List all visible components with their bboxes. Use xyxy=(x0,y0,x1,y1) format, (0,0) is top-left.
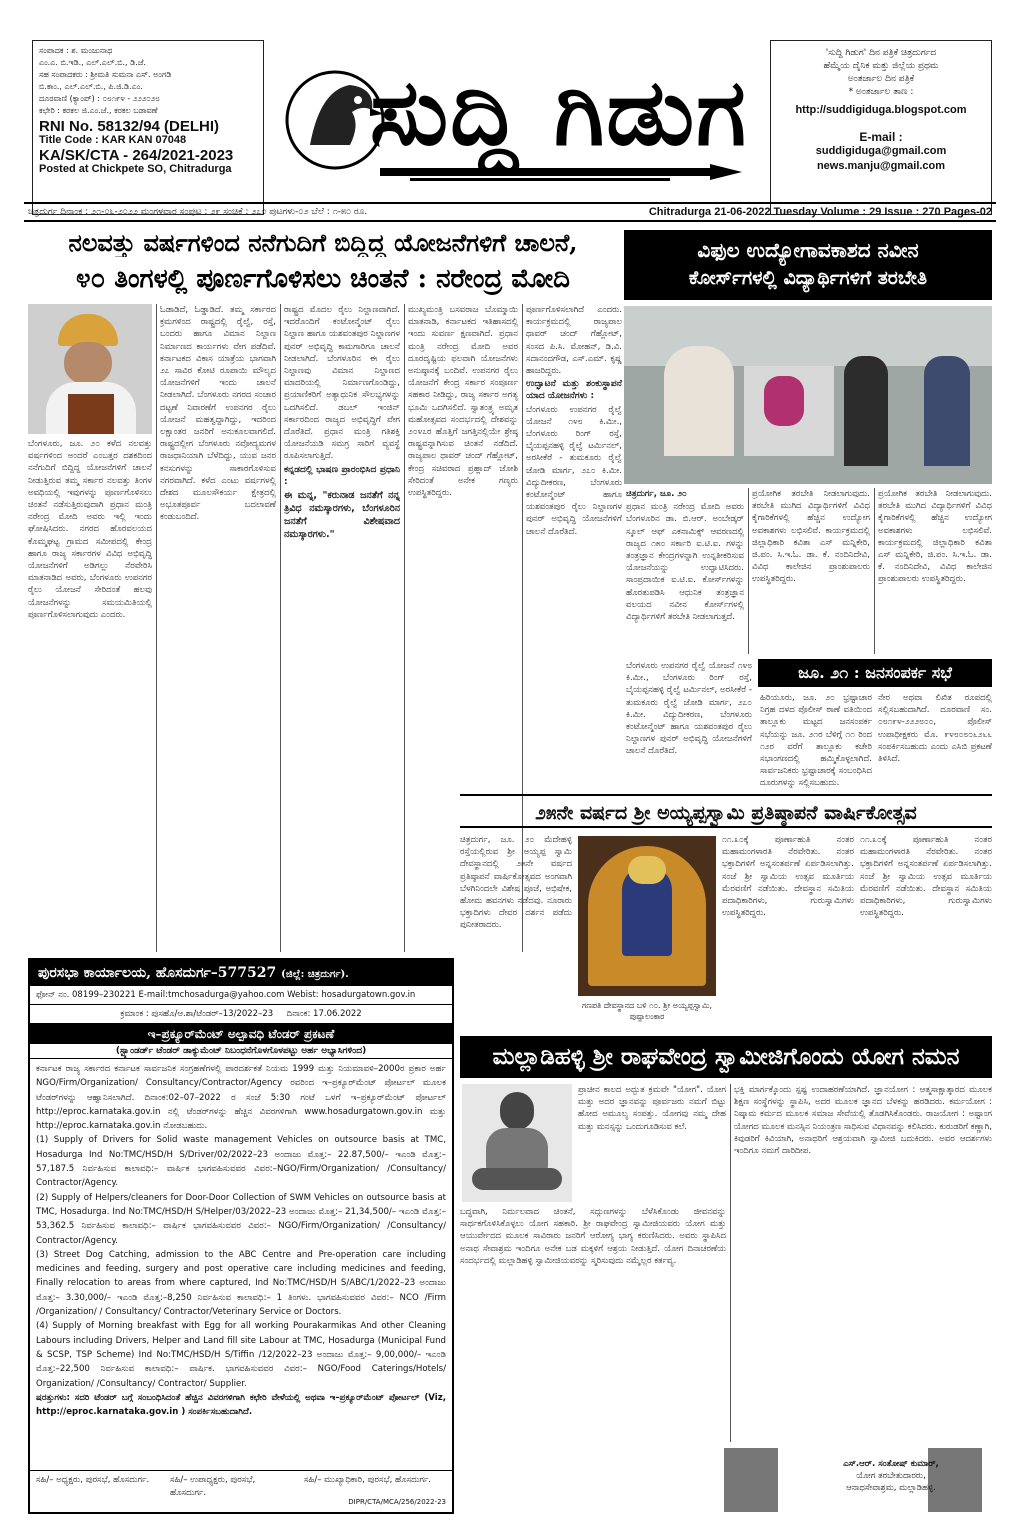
lead-headline-1: ನಲವತ್ತು ವರ್ಷಗಳಿಂದ ನನೆಗುದಿಗೆ ಬಿದ್ದಿದ್ದ ಯೋಜನೆಗಳಿಗೆ ಚಾಲನೆ, xyxy=(68,228,578,257)
newspaper-logo xyxy=(280,50,750,200)
yoga-author xyxy=(796,1458,986,1494)
masthead xyxy=(24,40,996,215)
tender-office-district: (ಜಿಲ್ಲೆ: ಚಿತ್ರದುರ್ಗ). xyxy=(281,969,349,980)
skills-caption: ಚಿತ್ರದುರ್ಗ, ಜೂ. ೨೦ xyxy=(626,489,687,499)
author-name: ಎಸ್.ಆರ್. ಸಂತೋಷ್ ಕುಮಾರ್, xyxy=(843,1459,939,1469)
tender-closing: ಷರತ್ತುಗಳು: ಸದರಿ ಟೆಂಡರ್ ಬಗ್ಗೆ ಸಂಬಂಧಿಸಿದಂತೆ ಹೆಚ್ಚಿನ ವಿವರಗಳಿಗಾಗಿ ಕಛೇರಿ ವೇಳೆಯಲ್ಲಿ ಅಥವಾ ಇ–ಪ್ರಕ್ಯೂರ್‌ಮೆಂಟ್ ಪೋರ್ಟಲ್ (Viz, http://eproc.karnataka.gov.in ) ಸಂಪರ್ಕಿಸಬಹುದಾಗಿದೆ. xyxy=(36,1392,446,1418)
ayyappa-photo xyxy=(578,836,716,996)
lead-headline-2: ೪೦ ತಿಂಗಳಲ್ಲಿ ಪೂರ್ಣಗೊಳಿಸಲು ಚಿಂತನೆ : ನರೇಂದ್ರ ಮೋದಿ xyxy=(76,264,570,294)
skills-column-2 xyxy=(626,488,744,654)
editor-qual-line: ಎಂ.ಎ. ಬಿ.ಇಡಿ., ಎಲ್.ಎಲ್.ಬಿ., ಡಿ.ಜೆ. xyxy=(39,58,146,67)
janasampark-headline: ಜೂ. ೨೧ : ಜನಸಂಪರ್ಕ ಸಭೆ xyxy=(758,659,992,687)
logo-title: ಸುದ್ದಿ ಗಿಡುಗ xyxy=(370,58,748,166)
co-editor-line: ಸಹ ಸಂಪಾದಕರು : ಶ್ರೀಮತಿ ಸುಮನಾ ಎಸ್. ಅಂಗಡಿ xyxy=(39,70,172,79)
skills-headline-1: ವಿಫುಲ ಉದ್ಯೋಗಾವಕಾಶದ ನವೀನ xyxy=(697,238,919,262)
tender-item-2: (2) Supply of Helpers/cleaners for Door-Door Collection of SWM Vehicles on outsource basis at TMC, Hosadurga. Ind No:TMC/HSD/H S/Helper/03/2022–23 ಅಂದಾಜು ಮೊತ್ತ:– 21,34,500/– ಇಎಂಡಿ ಮೊತ್ತ:–53,362.5 ನಿರ್ವಹಿಸುವ ಕಾಲಾವಧಿ:– ವಾರ್ಷಿಕ ಭಾಗವಹಿಸುವವರ ವಿವರ:– NGO/Firm/Organization/ /Consultancy/ Contractor/Agency. xyxy=(36,1192,446,1246)
tender-signatures xyxy=(30,1470,452,1512)
postal-reg: KA/SK/CTA - 264/2021-2023 xyxy=(39,147,234,164)
column-rule xyxy=(748,488,749,654)
skills-column-4: ಪ್ರಯೋಗಿಕ ತರಬೇತಿ ನೀಡಲಾಗುವುದು. ತರಬೇತಿ ಮುಗಿದ ವಿದ್ಯಾರ್ಥಿಗಳಿಗೆ ವಿವಿಧ ಕೈಗಾರಿಕೆಗಳಲ್ಲಿ ಹೆಚ್ಚಿನ ಉದ್ಯೋಗ ಅವಕಾಶಗಳು ಲಭಿಸಲಿವೆ. ಕಾರ್ಯಕ್ರಮದಲ್ಲಿ ಜಿಲ್ಲಾಧಿಕಾರಿ ಕವಿತಾ ಎಸ್ ಮನ್ನಿಕೇರಿ, ಜಿ.ಪಂ. ಸಿ.ಇ.ಓ. ಡಾ. ಕೆ. ನಂದಿನಿದೇವಿ, ವಿವಿಧ ಕಾಲೇಜಿನ ಪ್ರಾಂಶುಪಾಲರು ಉಪಸ್ಥಿತರಿದ್ದರು. xyxy=(878,489,992,585)
tagline-1: 'ಸುದ್ದಿ ಗಿಡುಗ' ದಿನ ಪತ್ರಿಕೆ ಚಿತ್ರದುರ್ಗದ xyxy=(825,48,937,58)
email-2[interactable]: news.manju@gmail.com xyxy=(816,160,946,172)
editor-box xyxy=(32,40,264,215)
column-rule xyxy=(280,304,281,952)
tender-intro: ಕರ್ನಾಟಕ ರಾಜ್ಯ ಸರ್ಕಾರದ ಕರ್ನಾಟಕ ಸಾರ್ವಜನಿಕ ಸಂಗ್ರಹಣೆಗಳಲ್ಲಿ ಪಾರದರ್ಶಕತೆ ನಿಯಮ 1999 ಮತ್ತು ನಿಯಮಾವಳಿ–2000ರ ಪ್ರಕಾರ ಅರ್ಹ NGO/Firm/Organization/ Consultancy/Contractor/Agency ರವರಿಂದ ಇ–ಪ್ರಕ್ಯೂರ್‌ಮೆಂಟ್ ಪೋರ್ಟಲ್ ಮೂಲಕ ಟೆಂಡರ್‌ಗಳನ್ನು ಆಹ್ವಾನಿಸಲಾಗಿದೆ. ದಿನಾಂಕ:02–07–2022 ರ ಸಂಜೆ 5:30 ಗಂಟೆ ಒಳಗೆ ಇ–ಪ್ರಕ್ಯೂರ್‌ಮೆಂಟ್ ಪೋರ್ಟಲ್ http://eproc.karnataka.gov.in ನಲ್ಲಿ ಟೆಂಡರ್‌ಗಳನ್ನು ಹೆಚ್ಚಿನ ವಿವರಗಳಿಗಾಗಿ www.hosadurgatown.gov.in ಮತ್ತು http://eproc.karnataka.gov.in ನೋಡಬಹುದು. xyxy=(36,1064,446,1132)
yoga-headline: ಮಲ್ಲಾಡಿಹಳ್ಳಿ ಶ್ರೀ ರಾಘವೇಂದ್ರ ಸ್ವಾಮೀಜಿಗೊಂದು ಯೋಗ ನಮನ xyxy=(460,1036,992,1078)
phone-line: ದೂರವಾಣಿ (ಕ್ಯಾಂಪ್) : ೦೮೧೯೪ - ೨೨೨೦೨೮ xyxy=(39,94,160,103)
skills-column-1-text: ಪೂರ್ಣಗೊಳಿಸಲಾಗಿದೆ ಎಂದರು. ಕಾರ್ಯಕ್ರಮದಲ್ಲಿ ರಾಜ್ಯಪಾಲ ಥಾವರ್ ಚಂದ್ ಗೆಹ್ಲೋಟ್, ಸಂಸದ ಪಿ.ಸಿ. ಮೋಹನ್, ಡಿ.ವಿ. ಸದಾನಂದಗೌಡ, ಎಸ್.ಎಮ್. ಕೃಷ್ಣ ಹಾಜರಿದ್ದರು. xyxy=(526,305,622,377)
tender-body xyxy=(30,1059,452,1447)
yoga-column-1: ಬದ್ಧವಾಗಿ, ನಿರ್ಮಲವಾದ ಚಿಂತನೆ, ಸದ್ಗುಣಗಳನ್ನು ಬೆಳೆಸಿಕೊಂಡು ಜೀವನವನ್ನು ಸಾರ್ಥಕಗೊಳಿಸಿಕೊಳ್ಳಲು ಯೋಗ ಸಹಕಾರಿ. ಶ್ರೀ ರಾಘವೇಂದ್ರ ಸ್ವಾಮೀಜಿಯವರು ಯೋಗ ಮತ್ತು ಆಯುರ್ವೇದದ ಮೂಲಕ ಸಾವಿರಾರು ಜನರಿಗೆ ಆರೋಗ್ಯ ಭಾಗ್ಯ ಕರುಣಿಸಿದರು. ಅವರು ಸ್ಥಾಪಿಸಿದ ಅನಾಥ ಸೇವಾಶ್ರಮ ಇಂದಿಗೂ ಅನೇಕ ಬಡ ಮಕ್ಕಳಿಗೆ ಆಶ್ರಯ ನೀಡುತ್ತಿದೆ. ಯೋಗ ದಿನಾಚರಣೆಯ ಸಂದರ್ಭದಲ್ಲಿ ಮಲ್ಲಾಡಿಹಳ್ಳಿ ಸ್ವಾಮೀಜಿಯವರನ್ನು ಸ್ಮರಿಸುವುದು ನಮ್ಮೆಲ್ಲರ ಕರ್ತವ್ಯ. xyxy=(460,1207,726,1266)
janasampark-column-1: ಹಿರಿಯೂರು, ಜೂ. ೨೦ ಭ್ರಷ್ಟಾಚಾರ ನಿಗ್ರಹ ದಳದ ಪೊಲೀಸ್ ಠಾಣೆ ವತಿಯಿಂದ ತಾಲ್ಲೂಕು ಮಟ್ಟದ ಜನಸಂಪರ್ಕ ಸಭೆಯನ್ನು ಜೂ. ೨೧ರ ಬೆಳಿಗ್ಗೆ ೧೧ ರಿಂದ ೧೨ರ ವರೆಗೆ ತಾಲ್ಲೂಕು ಕಚೇರಿ ಸಭಾಂಗಣದಲ್ಲಿ ಹಮ್ಮಿಕೊಳ್ಳಲಾಗಿದೆ. ಸಾರ್ವಜನಿಕರು ಭ್ರಷ್ಟಾಚಾರಕ್ಕೆ ಸಂಬಂಧಿಸಿದ ದೂರುಗಳನ್ನು ಸಲ್ಲಿಸಬಹುದು. xyxy=(760,693,872,789)
lead-column-3-text: ರಾಷ್ಟ್ರದ ಮೊದಲ ರೈಲು ನಿಲ್ದಾಣವಾಗಿದೆ. ಇದರೊಂದಿಗೆ ಕಂಟೋನ್ಮೆಂಟ್ ರೈಲು ನಿಲ್ದಾಣ ಹಾಗೂ ಯಶವಂತಪುರ ನಿಲ್ದಾಣಗಳ ಪುನರ್ ಅಭಿವೃದ್ಧಿ ಕಾಮಗಾರಿಗೂ ಚಾಲನೆ ನೀಡಲಾಗಿದೆ. ಬೆಂಗಳೂರಿನ ಈ ರೈಲು ನಿಲ್ದಾಣವು ವಿಮಾನ ನಿಲ್ದಾಣದ ಮಾದರಿಯಲ್ಲಿ ನಿರ್ಮಾಣಗೊಂಡಿದ್ದು, ಪ್ರಯಾಣಿಕರಿಗೆ ಅತ್ಯಾಧುನಿಕ ಸೌಲಭ್ಯಗಳನ್ನು ಒದಗಿಸಲಿದೆ. ಡಬಲ್ ಇಂಜಿನ್ ಸರ್ಕಾರದಿಂದ ರಾಜ್ಯದ ಅಭಿವೃದ್ಧಿಗೆ ವೇಗ ದೊರೆತಿದೆ. ಪ್ರಧಾನ ಮಂತ್ರಿ ಗತಿಶಕ್ತಿ ಯೋಜನೆಯಡಿ ಸಮಗ್ರ ಸಾರಿಗೆ ವ್ಯವಸ್ಥೆ ರೂಪಿಸಲಾಗುತ್ತಿದೆ. xyxy=(284,305,400,462)
column-rule xyxy=(874,488,875,654)
tender-item-4: (4) Supply of Morning breakfast with Egg for all working Pourakarmikas And other Cleaning Labours including Drivers, Helper and Land fill site Labour at TMC, Hosadurga (Municipal Fund & SCSP, TSP Scheme) Ind No:TMC/HSD/H S/Tiffin /12/2022–23 ಅಂದಾಜು ಮೊತ್ತ:– 9,00,000/– ಇಎಂಡಿ ಮೊತ್ತ:–22,500 ನಿರ್ವಹಿಸುವ ಕಾಲಾವಧಿ:– ವಾರ್ಷಿಕ. ಭಾಗವಹಿಸುವವರ ವಿವರ:– NGO/Food Caterings/Hotels/ Organization/ /Consultancy/ Contractor/ Supplier. xyxy=(36,1321,446,1389)
skills-headline-box xyxy=(624,230,992,300)
tender-sign-vice: ಸಹಿ/– ಉಪಾಧ್ಯಕ್ಷರು, ಪುರಸಭೆ, ಹೊಸದುರ್ಗ. xyxy=(170,1475,256,1498)
editor-line: ಸಂಪಾದಕ : ಶ. ಮಂಜುನಾಥ xyxy=(39,46,113,55)
ayyappa-column-1: ಚಿತ್ರದುರ್ಗ, ಜೂ. ೨೦ ಮೆದೇಹಳ್ಳಿ ರಸ್ತೆಯಲ್ಲಿರುವ ಶ್ರೀ ಅಯ್ಯಪ್ಪ ಸ್ವಾಮಿ ದೇವಸ್ಥಾನದಲ್ಲಿ ೨೫ನೇ ವರ್ಷದ ಪ್ರತಿಷ್ಠಾಪನೆ ವಾರ್ಷಿಕೋತ್ಸವದ ಅಂಗವಾಗಿ ಬೆಳಗಿನಿಂದಲೇ ವಿಶೇಷ ಪೂಜೆ, ಅಭಿಷೇಕ, ಹೋಮ ಹವನಗಳು ನಡೆದವು. ನೂರಾರು ಭಕ್ತಾದಿಗಳು ದೇವರ ದರ್ಶನ ಪಡೆದು ಪುನೀತರಾದರು. xyxy=(460,835,572,931)
tender-ref-row xyxy=(30,1005,452,1024)
tender-dipr: DIPR/CTA/MCA/256/2022-23 xyxy=(348,1498,446,1506)
skills-column-3: ಪ್ರಯೋಗಿಕ ತರಬೇತಿ ನೀಡಲಾಗುವುದು. ತರಬೇತಿ ಮುಗಿದ ವಿದ್ಯಾರ್ಥಿಗಳಿಗೆ ವಿವಿಧ ಕೈಗಾರಿಕೆಗಳಲ್ಲಿ ಹೆಚ್ಚಿನ ಉದ್ಯೋಗ ಅವಕಾಶಗಳು ಲಭಿಸಲಿವೆ. ಕಾರ್ಯಕ್ರಮದಲ್ಲಿ ಜಿಲ್ಲಾಧಿಕಾರಿ ಕವಿತಾ ಎಸ್ ಮನ್ನಿಕೇರಿ, ಜಿ.ಪಂ. ಸಿ.ಇ.ಓ. ಡಾ. ಕೆ. ನಂದಿನಿದೇವಿ, ವಿವಿಧ ಕಾಲೇಜಿನ ಪ್ರಾಂಶುಪಾಲರು ಉಪಸ್ಥಿತರಿದ್ದರು. xyxy=(752,489,870,585)
swamiji-photo xyxy=(462,1084,572,1202)
lead-column-4: ಮುಖ್ಯಮಂತ್ರಿ ಬಸವರಾಜ ಬೊಮ್ಮಾಯಿ ಮಾತನಾಡಿ, ಕರ್ನಾಟಕದ ಇತಿಹಾಸದಲ್ಲಿ ಇಂದು ಸುವರ್ಣ ಕ್ಷಣವಾಗಿದೆ. ಪ್ರಧಾನ ಮಂತ್ರಿ ನರೇಂದ್ರ ಮೋದಿ ಅವರ ದೂರದೃಷ್ಟಿಯ ಫಲವಾಗಿ ಯೋಜನೆಗಳು ಅನುಷ್ಠಾನಕ್ಕೆ ಬಂದಿವೆ. ಉಪನಗರ ರೈಲು ಯೋಜನೆಗೆ ಕೇಂದ್ರ ಸರ್ಕಾರ ಸಂಪೂರ್ಣ ಸಹಕಾರ ನೀಡಿದ್ದು, ರಾಜ್ಯ ಸರ್ಕಾರ ಅಗತ್ಯ ಭೂಮಿ ಒದಗಿಸಲಿದೆ. ಸ್ವಾತಂತ್ರ್ಯ ಅಮೃತ ಮಹೋತ್ಸವದ ಸಂದರ್ಭದಲ್ಲಿ ದೇಶವನ್ನು ೨೦೪೭ರ ಹೊತ್ತಿಗೆ ಜಗತ್ತಿನಲ್ಲಿಯೇ ಶ್ರೇಷ್ಠ ರಾಷ್ಟ್ರವನ್ನಾಗಿಸುವ ಚಿಂತನೆ ನಡೆದಿದೆ. ರಾಜ್ಯಪಾಲ ಥಾವರ್ ಚಂದ್ ಗೆಹ್ಲೋಟ್, ಕೇಂದ್ರ ಸಚಿವರಾದ ಪ್ರಹ್ಲಾದ್ ಜೋಶಿ ಸೇರಿದಂತೆ ಅನೇಕ ಗಣ್ಯರು ಉಪಸ್ಥಿತರಿದ್ದರು. xyxy=(408,305,518,499)
rni-number: RNI No. 58132/94 (DELHI) xyxy=(39,118,220,135)
ayyappa-headline: ೨೫ನೇ ವರ್ಷದ ಶ್ರೀ ಅಯ್ಯಪ್ಪಸ್ವಾಮಿ ಪ್ರತಿಷ್ಠಾಪನೆ ವಾರ್ಷಿಕೋತ್ಸವ xyxy=(460,794,992,828)
office-line: ಕಛೇರಿ : ಕರಕಲ ಜಿ.ಎಂ.ಜೆ., ಕರಕಲ ಬಡಾವಣೆ xyxy=(39,106,158,115)
ayyappa-column-2: ೧೧.೩೦ಕ್ಕೆ ಪೂರ್ಣಾಹುತಿ ನಂತರ ಮಹಾಮಂಗಳಾರತಿ ನೆರವೇರಿತು. ನಂತರ ಭಕ್ತಾದಿಗಳಿಗೆ ಅನ್ನಸಂತರ್ಪಣೆ ಏರ್ಪಡಿಸಲಾಗಿತ್ತು. ಸಂಜೆ ಶ್ರೀ ಸ್ವಾಮಿಯ ಉತ್ಸವ ಮೂರ್ತಿಯ ಮೆರವಣಿಗೆ ನಡೆಯಿತು. ದೇವಸ್ಥಾನ ಸಮಿತಿಯ ಪದಾಧಿಕಾರಿಗಳು, ಗುರುಸ್ವಾಮಿಗಳು ಉಪಸ್ಥಿತರಿದ್ದರು. xyxy=(722,835,854,919)
website-url[interactable]: http://suddigiduga.blogspot.com xyxy=(795,104,967,116)
title-code: Title Code : KAR KAN 07048 xyxy=(39,134,187,146)
tender-office xyxy=(30,960,452,986)
tagline-3: ಅಂತರ್ಜಾಲ ದಿನ ಪತ್ರಿಕೆ xyxy=(847,74,915,84)
contact-box xyxy=(770,40,992,215)
iti-inauguration-photo xyxy=(624,306,992,484)
lead-column-2: ಓಡಾಡಿದೆ, ಓಡ್ಡಾಡಿದೆ. ತಮ್ಮ ಸರ್ಕಾರದ ಕ್ರಮಗಳಿಂದ ರಾಷ್ಟ್ರದಲ್ಲಿ ರೈಲ್ವೆ, ರಸ್ತೆ, ಬಂದರು ಹಾಗೂ ವಿಮಾನ ನಿಲ್ದಾಣ ನಿರ್ಮಾಣದ ಕಾರ್ಯಗಳು ವೇಗ ಪಡೆದಿವೆ. ಕರ್ನಾಟಕದ ವಿಕಾಸ ಯಾತ್ರೆಯ ಭಾಗವಾಗಿ ೨೭ ಸಾವಿರ ಕೋಟಿ ರೂಪಾಯಿ ಮೌಲ್ಯದ ಯೋಜನೆಗಳಿಗೆ ಇಂದು ಚಾಲನೆ ನೀಡಲಾಗಿದೆ. ಬೆಂಗಳೂರು ನಗರದ ಸಂಚಾರ ದಟ್ಟಣೆ ನಿವಾರಣೆಗೆ ಉಪನಗರ ರೈಲು ಯೋಜನೆ ಮಹತ್ವದ್ದಾಗಿದ್ದು, ಇದರಿಂದ ಲಕ್ಷಾಂತರ ಜನರಿಗೆ ಅನುಕೂಲವಾಗಲಿದೆ. ರಾಷ್ಟ್ರದಲ್ಲೀಗ ಬೆಂಗಳೂರು ನವೋದ್ಯಮಗಳ ರಾಜಧಾನಿಯಾಗಿ ಬೆಳೆದಿದ್ದು, ಯುವ ಜನರ ಕನಸುಗಳನ್ನು ಸಾಕಾರಗೊಳಿಸುವ ನಗರವಾಗಿದೆ. ಕಳೆದ ಎಂಟು ವರ್ಷಗಳಲ್ಲಿ ದೇಶದ ಮೂಲಸೌಕರ್ಯ ಕ್ಷೇತ್ರದಲ್ಲಿ ಅಭೂತಪೂರ್ವ ಬದಲಾವಣೆ ಕಂಡುಬಂದಿದೆ. xyxy=(160,305,276,523)
column-rule xyxy=(404,304,405,952)
dateline-kannada: ಚಿತ್ರದುರ್ಗ ದಿನಾಂಕ : ೨೧-೦೬-೨೦೨೨ ಮಂಗಳವಾರ ಸಂಪುಟ : ೨೯ ಸಂಚಿಕೆ : ೨೭೦ ಪುಟಗಳು-೦೨ ಬೆಲೆ : ೧-೫೦ ರೂ. xyxy=(28,207,368,217)
tender-sign-president: ಸಹಿ/– ಅಧ್ಯಕ್ಷರು, ಪುರಸಭೆ, ಹೊಸದುರ್ಗ. xyxy=(36,1475,150,1485)
author-role: ಯೋಗ ತರಬೇತುದಾರರು, xyxy=(856,1471,926,1481)
tender-item-1: (1) Supply of Drivers for Solid waste management Vehicles on outsource basis at TMC, Hosadurga Ind No:TMC/HSD/H S/Driver/02/2022–23 ಅಂದಾಜು ಮೊತ್ತ:– 22.87,500/– ಇಎಂಡಿ ಮೊತ್ತ:–57,187.5 ನಿರ್ವಹಿಸುವ ಕಾಲಾವಧಿ:– ವಾರ್ಷಿಕ ಭಾಗವಹಿಸುವವರ ವಿವರ:–NGO/Firm/Organization/ /Consultancy/ Contractor/Agency. xyxy=(36,1135,446,1189)
tender-item-3: (3) Street Dog Catching, admission to the ABC Centre and Pre-operation care including medicines and feeding, surgery and post operative care including medicines and feeding, Finally relocation to areas from where captured, Ind No:TMC/HSD/H S/ABC/1/2022–23 ಅಂದಾಜು ಮೊತ್ತ:– 3.30,000/– ಇಎಂಡಿ ಮೊತ್ತ:–8,250 ನಿರ್ವಹಿಸುವ ಕಾಲಾವಧಿ:– 1 ತಿಂಗಳು. ಭಾಗವಹಿಸುವವರ ವಿವರ:– NCO /Firm /Organization/ / Consultancy/ Contractor/Veterinary Service or Doctors. xyxy=(36,1249,446,1318)
tender-notice xyxy=(28,958,454,1514)
newspaper-page xyxy=(24,24,996,1514)
yoga-column-1-top: ಪ್ರಾಚೀನ ಕಾಲದ ಅದ್ಭುತ ಕ್ರಮವೇ "ಯೋಗ". ಯೋಗ ಮತ್ತು ಅದರ ಜ್ಞಾನವನ್ನು ಪೂರ್ವಜರು ನಮಗೆ ಬಿಟ್ಟು ಹೋದ ಅಮೂಲ್ಯ ಸಂಪತ್ತು. ಯೋಗವು ನಮ್ಮ ದೇಹ ಮತ್ತು ಮನಸ್ಸನ್ನು ಒಂದುಗೂಡಿಸುವ ಕಲೆ. xyxy=(578,1085,726,1132)
tender-sign-officer: ಸಹಿ/– ಮುಖ್ಯಾಧಿಕಾರಿ, ಪುರಸಭೆ, ಹೊಸದುರ್ಗ. xyxy=(304,1475,432,1485)
column-rule xyxy=(156,304,157,952)
tender-office-name: ಪುರಸಭಾ ಕಾರ್ಯಾಲಯ, ಹೊಸದುರ್ಗ–577527 xyxy=(38,965,277,981)
author-place: ಆನಾಥಸೇವಾಶ್ರಮ, ಮಲ್ಲಾಡಿಹಳ್ಳಿ. xyxy=(846,1483,936,1493)
dateline-english: Chitradurga 21-06-2022 Tuesday Volume : 29 Issue : 270 Pages-02 xyxy=(648,206,992,218)
tender-contact: ಫೋನ್ ನಂ. 08199–230221 E-mail:tmchosadurga@yahoo.com Webist: hosadurgatown.gov.in xyxy=(30,986,452,1005)
co-editor-qual-line: ಬಿ.ಕಾಂ., ಎಲ್.ಎಲ್.ಬಿ., ಪಿ.ಜಿ.ಡಿ.ಎಂ. xyxy=(39,82,143,91)
skills-column-1-subhead: ಉದ್ಘಾಟನೆ ಮತ್ತು ಶಂಕುಸ್ಥಾಪನೆ ಯಾದ ಯೋಜನೆಗಳು : xyxy=(526,379,622,402)
lead-column-1: ಬೆಂಗಳೂರು, ಜೂ. ೨೦ ಕಳೆದ ನಲವತ್ತು ವರ್ಷಗಳಿಂದ ಅಂದರೆ ಎಂಬತ್ತರ ದಶಕದಿಂದ ನನೆಗುದಿಗೆ ಬಿದ್ದಿದ್ದ ಯೋಜನೆಗಳಿಗೆ ಚಾಲನೆ ನೀಡುತ್ತಿರುವ ತಮ್ಮ ಸರ್ಕಾರ ನಲವತ್ತು ತಿಂಗಳ ಅವಧಿಯಲ್ಲಿ ಇವುಗಳನ್ನು ಪೂರ್ಣಗೊಳಿಸಲು ಚಿಂತನೆ ನಡೆಸುತ್ತಿರುವುದಾಗಿ ಪ್ರಧಾನ ಮಂತ್ರಿ ನರೇಂದ್ರ ಮೋದಿ ಅವರು ಇಲ್ಲಿ ಇಂದು ಘೋಷಿಸಿದರು. ನಗರದ ಹೊರವಲಯದ ಕೊಮ್ಮಘಟ್ಟ ಗ್ರಾಮದ ಸಮೀಪದಲ್ಲಿ ಕೇಂದ್ರ ಹಾಗೂ ರಾಜ್ಯ ಸರ್ಕಾರಗಳ ವಿವಿಧ ಅಭಿವೃದ್ಧಿ ಯೋಜನೆಗಳಿಗೆ ಅಡಿಗಲ್ಲು ನೆರವೇರಿಸಿ ಮಾತನಾಡಿದ ಅವರು, ಬೆಂಗಳೂರು ಉಪನಗರ ರೈಲು ಯೋಜನೆ ಸೇರಿದಂತೆ ಹಲವು ಯೋಜನೆಗಳನ್ನು ಸಮಯಮಿತಿಯಲ್ಲಿ ಪೂರ್ಣಗೊಳಿಸಲಾಗುವುದು ಎಂದರು. xyxy=(28,439,152,620)
janasampark-column-2: ನೇರ ಅಥವಾ ಲಿಖಿತ ರೂಪದಲ್ಲಿ ಸಲ್ಲಿಸಬಹುದಾಗಿದೆ. ದೂರವಾಣಿ ಸಂ. ೦೮೧೯೪-೨೨೨೮೦೦, ಪೊಲೀಸ್ ಉಪಾಧೀಕ್ಷಕರು ಮೊ. ೯೪೮೦೮೦೬೨೬೬ ಸಂಪರ್ಕಿಸಬಹುದು ಎಂದು ಎಸಿಬಿ ಪ್ರಕಟಣೆ ತಿಳಿಸಿದೆ. xyxy=(878,693,992,765)
email-label: E-mail : xyxy=(859,130,903,144)
yoga-pose-image xyxy=(724,1448,778,1512)
tender-ref: ಕ್ರಮಾಂಕ : ಪುಸಹೊ/ಆ.ಶಾ/ಟೆಂಡರ್–13/2022–23 xyxy=(120,1009,274,1019)
ayyappa-caption: ಗಣಪತಿ ದೇವಸ್ಥಾನದ ಬಳಿ ೧೦. ಶ್ರೀ ಅಯ್ಯಪ್ಪಸ್ವಾಮಿ, ಪುಷ್ಪಾಲಂಕಾರ xyxy=(581,1001,713,1021)
column-rule xyxy=(730,1084,731,1442)
tagline-2: ಹೆಮ್ಮೆಯ ದೈನಿಕ ಮತ್ತು ಜಿಲ್ಲೆಯ ಪ್ರಥಮ xyxy=(823,61,939,71)
website-label: * ಅಂತರ್ಜಾಲ ತಾಣ : xyxy=(848,87,914,97)
tender-date: ದಿನಾಂಕ: 17.06.2022 xyxy=(286,1009,362,1019)
skills-column-1 xyxy=(526,304,622,604)
ayyappa-column-3: ೧೧.೩೦ಕ್ಕೆ ಪೂರ್ಣಾಹುತಿ ನಂತರ ಮಹಾಮಂಗಳಾರತಿ ನೆರವೇರಿತು. ನಂತರ ಭಕ್ತಾದಿಗಳಿಗೆ ಅನ್ನಸಂತರ್ಪಣೆ ಏರ್ಪಡಿಸಲಾಗಿತ್ತು. ಸಂಜೆ ಶ್ರೀ ಸ್ವಾಮಿಯ ಉತ್ಸವ ಮೂರ್ತಿಯ ಮೆರವಣಿಗೆ ನಡೆಯಿತು. ದೇವಸ್ಥಾನ ಸಮಿತಿಯ ಪದಾಧಿಕಾರಿಗಳು, ಗುರುಸ್ವಾಮಿಗಳು ಉಪಸ್ಥಿತರಿದ್ದರು. xyxy=(860,835,992,919)
skills-headline-2: ಕೋರ್ಸ್‌ಗಳಲ್ಲಿ ವಿದ್ಯಾರ್ಥಿಗಳಿಗೆ ತರಬೇತಿ xyxy=(688,267,928,289)
tender-title: ಇ–ಪ್ರಕ್ಯೂರ್‌ಮೆಂಟ್ ಅಲ್ಪಾವಧಿ ಟೆಂಡರ್ ಪ್ರಕಟಣೆ xyxy=(30,1024,452,1044)
skills-column-2-text: ಪ್ರಧಾನ ಮಂತ್ರಿ ನರೇಂದ್ರ ಮೋದಿ ಅವರು ಬೆಂಗಳೂರಿನ ಡಾ. ಬಿ.ಆರ್. ಅಂಬೇಡ್ಕರ್ ಸ್ಕೂಲ್ ಆಫ್ ಎಕನಾಮಿಕ್ಸ್ ಆವರಣದಲ್ಲಿ ರಾಜ್ಯದ ೧೫೦ ಸರ್ಕಾರಿ ಐ.ಟಿ.ಐ. ಗಳನ್ನು ತಂತ್ರಜ್ಞಾನ ಕೇಂದ್ರಗಳನ್ನಾಗಿ ಉನ್ನತೀಕರಿಸುವ ಯೋಜನೆಯನ್ನು ಉದ್ಘಾಟಿಸಿದರು. ಸಾಂಪ್ರದಾಯಿಕ ಐ.ಟಿ.ಐ. ಕೋರ್ಸ್‌ಗಳನ್ನು ಹೊರತುಪಡಿಸಿ ಆಧುನಿಕ ತಂತ್ರಜ್ಞಾನ ವಲಯದ ನವೀನ ಕೋರ್ಸ್‌ಗಳಲ್ಲಿ ವಿದ್ಯಾರ್ಥಿಗಳಿಗೆ ತರಬೇತಿ ನೀಡಲಾಗುತ್ತದೆ. xyxy=(626,502,744,623)
lead-column-3-subhead: ಕನ್ನಡದಲ್ಲಿ ಭಾಷಣ ಪ್ರಾರಂಭಿಸಿದ ಪ್ರಧಾನಿ : xyxy=(284,464,400,487)
posted-at: Posted at Chickpete SO, Chitradurga xyxy=(39,163,232,175)
lead-pull-quote: ಈ ಮನ್ನ, "ಕರುನಾಡ ಜನತೆಗೆ ನನ್ನ ತ್ರಿವಿಧ ನಮಸ್ಕಾರಗಳು, ಬೆಂಗಳೂರಿನ ಜನತೆಗೆ ವಿಶೇಷವಾದ ನಮಸ್ಕಾರಗಳು." xyxy=(284,490,400,541)
email-1[interactable]: suddigiduga@gmail.com xyxy=(815,145,947,157)
tender-subtitle: (ಸ್ಟ್ಯಾಂಡರ್ಡ್ ಟೆಂಡರ್ ಡಾಕ್ಯುಮೆಂಟ್ ನಿಬಂಧನೆಗೊಳಗೊಳಪಟ್ಟು ಅರ್ಹ ಅಭ್ಯಾಸಿಗಳಿಂದ) xyxy=(30,1044,452,1059)
yoga-column-2: ಭಕ್ತಿ ಮಾರ್ಗಕ್ಕೊಂದು ಸ್ಪಷ್ಟ ಉದಾಹರಣೆಯಾಗಿದೆ. ಜ್ಞಾನಯೋಗ : ಆತ್ಮಸಾಕ್ಷಾತ್ಕಾರದ ಮೂಲಕ ಶಿಕ್ಷಣ ಸಂಸ್ಥೆಗಳನ್ನು ಸ್ಥಾಪಿಸಿ, ಅದರ ಮೂಲಕ ಜ್ಞಾನದ ಬೆಳಕನ್ನು ಹರಡಿದರು. ಕರ್ಮಯೋಗ : ನಿಷ್ಕಾಮ ಕರ್ಮದ ಮೂಲಕ ಸಮಾಜ ಸೇವೆಯಲ್ಲಿ ತೊಡಗಿಸಿಕೊಂಡರು. ರಾಜಯೋಗ : ಅಷ್ಟಾಂಗ ಯೋಗದ ಮೂಲಕ ಮನಸ್ಸಿನ ನಿಯಂತ್ರಣ ಸಾಧಿಸುವ ವಿಧಾನವನ್ನು ಕಲಿಸಿದರು. ಕುರುಡರಿಗೆ ಕಣ್ಣಾಗಿ, ಕಿವುಡರಿಗೆ ಕಿವಿಯಾಗಿ, ಅನಾಥರಿಗೆ ಆಶ್ರಯವಾಗಿ ಸ್ವಾಮೀಜಿ ಬದುಕಿದರು. ಅವರ ಆದರ್ಶಗಳು ಇಂದಿಗೂ ನಮಗೆ ದಾರಿದೀಪ. xyxy=(734,1085,992,1157)
dateline-bar xyxy=(24,202,996,222)
modi-photo xyxy=(28,304,152,434)
skills-column-5: ಬೆಂಗಳೂರು ಉಪನಗರ ರೈಲ್ವೆ ಯೋಜನೆ ೧೪೮ ಕಿ.ಮೀ., ಬೆಂಗಳೂರು ರಿಂಗ್ ರಸ್ತೆ, ಬೈಯಪ್ಪನಹಳ್ಳಿ ರೈಲ್ವೆ ಟರ್ಮಿನಲ್, ಅರಸೀಕೆರೆ - ತುಮಕೂರು ರೈಲ್ವೆ ಜೋಡಿ ಮಾರ್ಗ, ೨೭೦ ಕಿ.ಮೀ. ವಿದ್ಯುದೀಕರಣ, ಬೆಂಗಳೂರು ಕಂಟೋನ್ಮೆಂಟ್ ಹಾಗೂ ಯಶವಂತಪುರ ರೈಲು ನಿಲ್ದಾಣಗಳ ಪುನರ್ ಅಭಿವೃದ್ಧಿ ಯೋಜನೆಗಳಿಗೆ ಚಾಲನೆ ದೊರೆತಿದೆ. xyxy=(626,661,752,757)
skills-column-1-list: ಬೆಂಗಳೂರು ಉಪನಗರ ರೈಲ್ವೆ ಯೋಜನೆ ೧೪೮ ಕಿ.ಮೀ., ಬೆಂಗಳೂರು ರಿಂಗ್ ರಸ್ತೆ, ಬೈಯಪ್ಪನಹಳ್ಳಿ ರೈಲ್ವೆ ಟರ್ಮಿನಲ್, ಅರಸೀಕೆರೆ - ತುಮಕೂರು ರೈಲ್ವೆ ಜೋಡಿ ಮಾರ್ಗ, ೨೭೦ ಕಿ.ಮೀ. ವಿದ್ಯುದೀಕರಣ, ಬೆಂಗಳೂರು ಕಂಟೋನ್ಮೆಂಟ್ ಹಾಗೂ ಯಶವಂತಪುರ ರೈಲು ನಿಲ್ದಾಣಗಳ ಪುನರ್ ಅಭಿವೃದ್ಧಿ ಯೋಜನೆಗಳಿಗೆ ಚಾಲನೆ ದೊರೆತಿದೆ. xyxy=(526,404,622,537)
lead-column-3 xyxy=(284,304,400,952)
